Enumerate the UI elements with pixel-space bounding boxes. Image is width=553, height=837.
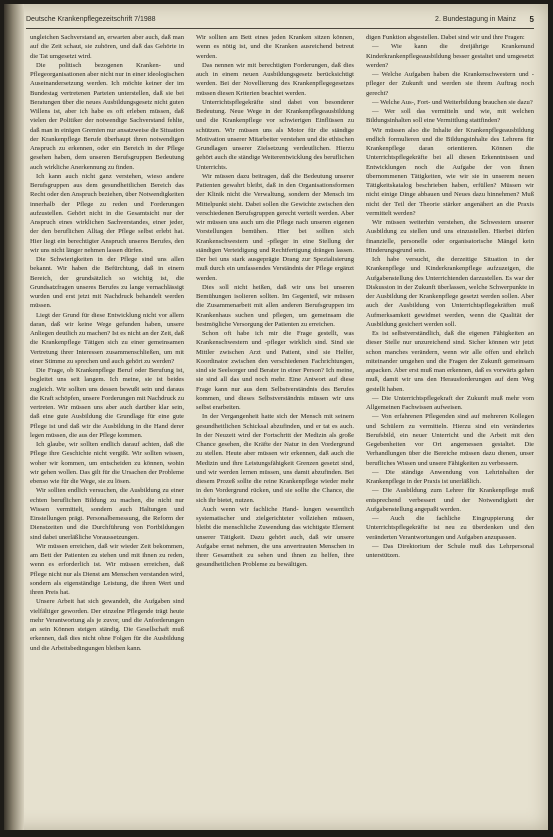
body-paragraph: Wir sollten am Bett eines jeden Kranken sitzen können, wenn es nötig ist, und die Kranken ausreichend betreut werden. [196, 34, 354, 60]
body-paragraph: Auch wenn wir fachliche Hand- lungen wesentlich systematischer und zielgerichteter vollziehen müssen, bleibt die menschliche Zuwendung das wichtigste Element unserer Tätigkeit. Dazu gehört auch, daß wir unsere Aufgabe ernst nehmen, die uns anvertrauten Menschen in ihrer Gesamtheit zu sehen und ihnen zu helfen, ihre gesundheitlichen Probleme zu bewältigen. [196, 505, 354, 569]
header-rule [26, 28, 534, 29]
running-head-section: 2. Bundestagung in Mainz [435, 16, 516, 23]
running-head-journal: Deutsche Krankenpflegezeitschrift 7/1988 [26, 16, 156, 23]
body-paragraph: Liegt der Grund für diese Entwicklung nicht vor allem daran, daß wir keine Wege gefunden haben, unsere Anliegen deutlich zu machen? Ist es nicht an der Zeit, daß die Krankenpflege Tätigen sich zu einer gemeinsamen Vertretung ihrer Interessen zusammenschließen, um mit einer Stimme zu sprechen und auch gehört zu werden? [30, 311, 184, 365]
text-column-2 [196, 33, 354, 823]
body-paragraph: Es ist selbstverständlich, daß die eigenen Fähigkeiten an dieser Stelle nur unzureichend sind. Sicher können wir jetzt schon manches verändern, wenn wir alle offen und ehrlich miteinander umgehen und die Fragen der Zukunft gemeinsam anpacken. Aber erst muß man erkennen, daß es vorwärts gehen muß, damit wir uns den Herausforderungen auf dem Weg gestellt haben. [366, 330, 534, 393]
body-paragraph: Ich habe versucht, die derzeitige Situation in der Krankenpflege und Kinderkrankenpflege aufzuzeigen, die Aufgabenstellung des Unterrichtenden darzustellen. Es war der Diskussion in der Zukunft überlassen, welche Schwerpunkte in der Ausbildung der Krankenpflege gesetzt werden sollen. Aber auch der Ausbildung von Unterrichtspflegekräften muß Aufmerksamkeit gewidmet werden, wenn die Qualität der Ausbildung gesichert werden soll. [366, 256, 534, 328]
body-paragraph: Ich glaube, wir sollten endlich darauf achten, daß die Pflege ihre Geschichte nicht vergißt. Wir sollten wissen, woher wir kommen, um entscheiden zu können, wohin wir gehen wollen. Das gilt für die Ursachen der Probleme ebenso wie für die Wege, sie zu lösen. [30, 441, 184, 485]
body-paragraph: Unsere Arbeit hat sich gewandelt, die Aufgaben sind vielfältiger geworden. Der einzelne Pflegende trägt heute mehr Verantwortung als je zuvor, und die Anforderungen an sein Können steigen ständig. Die Gesellschaft muß erkennen, daß dies nicht ohne Folgen für die Ausbildung und die Arbeitsbedingungen bleiben kann. [30, 598, 184, 652]
body-paragraph: — Wie kann die dreijährige Krankenund Kinderkrankenpflegeausbildung besser gestaltet und umgesetzt werden? [366, 43, 534, 69]
body-paragraph: ungleichen Sachverstand an, erwarten aber auch, daß man auf die Zeit schaut, sie zuhören, und daß das Gehörte in die Tat umgesetzt wird. [30, 34, 184, 60]
binding-gutter [4, 4, 24, 830]
body-paragraph: — Die Unterrichtspflegekraft der Zukunft muß mehr vom Allgemeinen Fachwissen aufweisen. [366, 394, 534, 411]
body-paragraph: Wir müssen weiterhin verstehen, die Schwestern unserer Ausbildung zu stellen und uns einzustellen. Hierbei dürfen finanzielle, personelle oder organisatorische Mängel kein Hinderungsgrund sein. [366, 219, 534, 254]
body-paragraph: Wir müssen erreichen, daß wir wieder Zeit bekommen, am Bett der Patienten zu stehen und mit ihnen zu reden, wenn es erforderlich ist. Wir müssen erreichen, daß Pflege nicht nur als Dienst am Menschen verstanden wird, sondern als eigenständige Leistung, die ihren Wert und ihren Preis hat. [30, 542, 184, 596]
body-paragraph: — Die ständige Anwendung von Lehrinhalten der Krankenpflege in der Praxis ist unerläßlich. [366, 468, 534, 485]
body-paragraph: — Auch die fachliche Eingruppierung der Unterrichtspflegekräfte ist neu zu überdenken und den veränderten Verantwortungen und Aufgaben anzupassen. [366, 515, 534, 541]
page-number: 5 [529, 15, 534, 24]
body-paragraph: Dies soll nicht heißen, daß wir uns bei unseren Bemühungen isolieren sollten. Im Gegenteil, wir müssen die Zusammenarbeit mit allen anderen Berufsgruppen im Krankenhaus suchen und pflegen, um gemeinsam die bestmögliche Versorgung der Patienten zu erreichen. [196, 283, 354, 328]
body-paragraph: digen Funktion abgestellen. Dabei sind wir und ihre Fragen: [366, 34, 525, 41]
body-paragraph: Wir müssen also die Inhalte der Krankenpflegeausbildung endlich formulieren und die Bildungsinhalte des Lehrens für Krankenpflege daran orientieren. Können die Unterrichtspflegekräfte bei all diesen Erkenntnissen und Entwicklungen noch die Aufgabe der von ihnen übernommenen Tätigkeiten, wie wir sie in unserem neuen Tätigkeitskatalog beschrieben haben, erfüllen? Müssen wir nicht einige Dinge abbauen und Neues dazu hinnehmen? Muß nicht der Teil der Theorie stärker angenähert an die Praxis vermittelt werden? [366, 126, 534, 217]
body-paragraph: — Welche Aufgaben haben die Krankenschwestern und -pfleger der Zukunft und werden sie ihrem Auftrag noch gerecht? [366, 71, 534, 97]
body-paragraph: — Das Direktorium der Schule muß das Lehrpersonal unterstützen. [366, 542, 534, 559]
body-paragraph: Wir sollten endlich versuchen, die Ausbildung zu einer echten beruflichen Bildung zu machen, die nicht nur Wissen vermittelt, sondern auch Haltungen und Einstellungen prägt. Personalbemessung, die Reform der Dienstzeiten und die Durchführung von Fortbildungen sind dabei unerläßliche Voraussetzungen. [30, 487, 184, 541]
page-header [26, 14, 534, 28]
body-paragraph: Ich kann auch nicht ganz verstehen, wieso andere Berufsgruppen aus dem gesundheitlichen Bereich das Recht oder den Anspruch beziehen, über Notwendigkeiten innerhalb der Pflege zu reden und Forderungen aufzustellen. Gehört nicht in die Gesamtsicht nur der Anspruch eines wirklichen Sachverstandes, einer jeder, der den beruflichen Alltag der Pflege selbst erlebt hat. Hier liegt ein berechtigter Anspruch unseres Berufes, den wir uns nicht länger nehmen lassen dürfen. [30, 172, 184, 254]
body-paragraph: — Wer soll das vermitteln und wie, mit welchen Bildungsinhalten soll eine Vermittlung stattfinden? [366, 108, 534, 125]
body-paragraph: Schon oft habe ich mir die Frage gestellt, was Krankenschwestern und -pfleger wirklich sind. Sind sie Mittler zwischen Arzt und Patient, sind sie Helfer, Koordinator zwischen den verschiedenen Fachrichtungen, sind sie Seelsorger und Berater in einer Person? Ich meine, sie sind all das und noch mehr. Eine Antwort auf diese Frage kann nur aus dem Selbstverständnis des Berufes kommen, und dieses Selbstverständnis müssen wir uns selbst erarbeiten. [196, 330, 354, 411]
body-paragraph: Unterrichtspflegekräfte sind dabei von besonderer Bedeutung. Neue Wege in der Krankenpflegeausbildung und die Krankenpflege vor schwierigen Einflüssen zu schützen. Wir müssen uns als Motor für die ständige Motivation unserer Mitarbeiter verstehen und die ethischen Grundlagen unserer Zielsetzung verdeutlichen. Hierzu gehört auch die ständige Weiterentwicklung des beruflichen Unterrichts. [196, 98, 354, 171]
text-column-1 [30, 33, 184, 823]
body-paragraph: In der Vergangenheit hatte sich der Mensch mit seinem gesundheitlichen Schicksal abzufinden, und er tat es auch. In der Neuzeit wird der Fortschritt der Medizin als große Chance gesehen, die Kräfte der Natur in den Vordergrund zu stellen. Heute aber müssen wir erkennen, daß auch die Medizin und ihre Leistungsfähigkeit Grenzen gesetzt sind, und wir werden lernen müssen, uns damit abzufinden. Bei diesem Prozeß sollte die reine Krankenpflege wieder mehr in den Vordergrund rücken, und sie sollte die Chance, die sich ihr bietet, nutzen. [196, 413, 354, 504]
body-paragraph: — Von erfahrenen Pflegenden sind auf mehreren Kollegen und Schülern zu vermitteln. Hierzu sind ein verändertes Berufsbild, ein neuer Unterricht und die Arbeit mit den Gegebenheiten vor Ort angemessen gestaltet. Die Verhandlungen über die Bereiche müssen dazu dienen, unser berufliches Wissen und unsere Fähigkeiten zu verbessern. [366, 413, 534, 467]
body-paragraph: Die politisch bezogenen Kranken- und Pflegeorganisationen aber nicht nur in einer ideologischen Auseinandersetzung werden. Ich möchte keiner der im Bundestag vertretenen Parteien unterstellen, daß sie bei Beratungen über die neues Ausbildungsgesetz nicht guten Willens ist, aber ich habe es oft erleben müssen, daß vielen der Politiker der notwendige Sachverstand fehlte, daß man in einigen Gremien nur ansatzweise die Situation der Krankenpflege Berufe überhaupt ihren notwendigen Anspruch zu erkennen, oder ein Bereich in der Pflege gesehen haben, dem unseren Berufsgruppen Bedeutung auch wirkliche Anerkennung zu finden. [30, 61, 184, 171]
body-paragraph: — Die Ausbildung zum Lehrer für Krankenpflege muß entsprechend verbessert und der Notwendigkeit der Aufgabenstellung angepaßt werden. [366, 487, 534, 513]
body-paragraph: Die Schwierigkeiten in der Pflege sind uns allen bekannt. Wir haben die Befürchtung, daß in einem Bereich, der grundsätzlich so wichtig ist, die Grundsatzfragen unseres Berufes zu lange vernachlässigt wurden und erst jetzt mit Nachdruck behandelt werden müssen. [30, 256, 184, 310]
body-paragraph: Wir müssen dazu beitragen, daß die Bedeutung unserer Patienten gewahrt bleibt, daß in den Organisationsformen der Klinik nicht die Verwaltung, sondern der Mensch im Mittelpunkt steht. Dabei sollen die Gewichte zwischen den verschiedenen Berufsgruppen gerecht verteilt werden. Aber wir müssen uns auch um die Pflege nach unseren eigenen Vorstellungen bemühen. Hier bei sollten sich Krankenschwestern und -pfleger in eine Stellung der ständigen Verteidigung und Rechtfertigung drängen lassen. Der bei uns stark ausgeprägte Drang zur Spezialisierung muß durch ein umfassendes Verständnis der Pflege ergänzt werden. [196, 172, 354, 282]
body-paragraph: Das nennen wir mit berechtigten Forderungen, daß dies auch in einem neuen Ausbildungsgesetz berücksichtigt werden. Bei der Novellierung des Krankenpflegegesetzes müssen diesen Kriterien beachtet werden. [196, 61, 354, 97]
text-column-3 [366, 33, 534, 823]
body-paragraph: — Welche Aus-, Fort- und Weiterbildung brauchen sie dazu? [372, 98, 533, 106]
magazine-page [4, 4, 548, 830]
body-paragraph: Die Frage, ob Krankenpflege Beruf oder Berufung ist, begleitet uns seit langem. Ich meine, sie ist beides zugleich. Wir sollten uns dessen bewußt sein und daraus die Kraft schöpfen, unsere Forderungen mit Nachdruck zu vertreten. Wir müssen uns aber auch darüber klar sein, daß eine gute Ausbildung die Grundlage für eine gute Pflege ist und daß wir die Ausbildung in die Hand derer legen müssen, die aus der Pflege kommen. [30, 367, 184, 439]
